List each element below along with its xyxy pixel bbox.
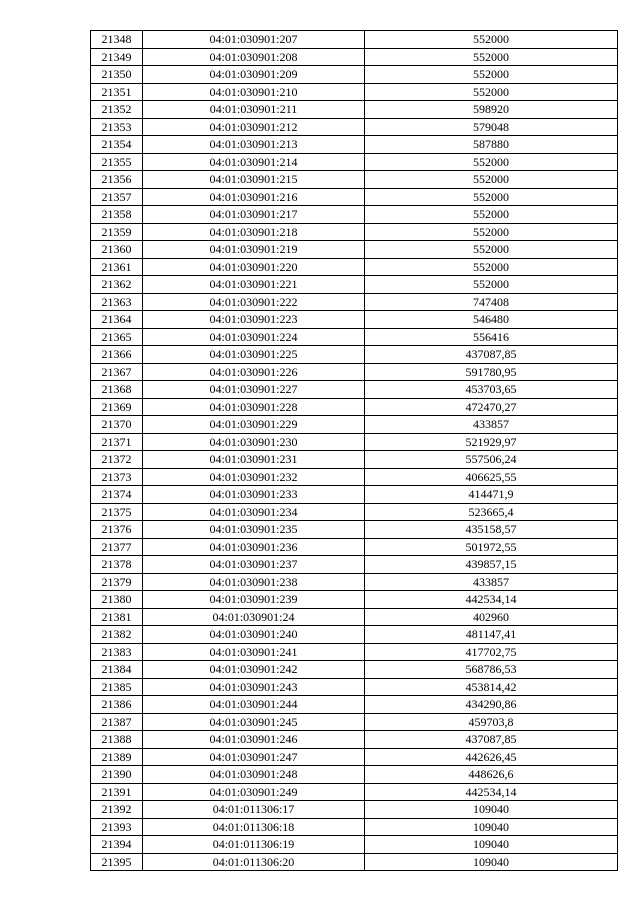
cadastral-number-cell: 04:01:030901:212 <box>143 118 365 136</box>
cadastral-number-cell: 04:01:030901:249 <box>143 783 365 801</box>
row-number-cell: 21390 <box>91 766 143 784</box>
table-row <box>91 661 618 679</box>
table-row <box>91 836 618 854</box>
cadastral-number-cell: 04:01:030901:243 <box>143 678 365 696</box>
table-row <box>91 83 618 101</box>
cadastral-number-cell: 04:01:030901:247 <box>143 748 365 766</box>
cadastral-number-cell: 04:01:030901:240 <box>143 626 365 644</box>
table-row <box>91 258 618 276</box>
row-number-cell: 21348 <box>91 31 143 49</box>
cadastral-number-cell: 04:01:030901:233 <box>143 486 365 504</box>
row-number-cell: 21354 <box>91 136 143 154</box>
cadastral-value-cell: 587880 <box>365 136 618 154</box>
cadastral-value-cell: 598920 <box>365 101 618 119</box>
table-row <box>91 433 618 451</box>
table-row <box>91 643 618 661</box>
table-row <box>91 766 618 784</box>
cadastral-value-cell: 437087,85 <box>365 346 618 364</box>
table-row <box>91 171 618 189</box>
table-row <box>91 398 618 416</box>
cadastral-number-cell: 04:01:030901:236 <box>143 538 365 556</box>
cadastral-number-cell: 04:01:030901:228 <box>143 398 365 416</box>
cadastral-value-cell: 552000 <box>365 83 618 101</box>
row-number-cell: 21350 <box>91 66 143 84</box>
row-number-cell: 21371 <box>91 433 143 451</box>
cadastral-value-cell: 472470,27 <box>365 398 618 416</box>
table-row <box>91 276 618 294</box>
cadastral-number-cell: 04:01:030901:218 <box>143 223 365 241</box>
row-number-cell: 21361 <box>91 258 143 276</box>
cadastral-value-cell: 521929,97 <box>365 433 618 451</box>
cadastral-value-cell: 591780,95 <box>365 363 618 381</box>
table-row <box>91 801 618 819</box>
row-number-cell: 21383 <box>91 643 143 661</box>
cadastral-number-cell: 04:01:030901:248 <box>143 766 365 784</box>
table-row <box>91 556 618 574</box>
cadastral-value-cell: 109040 <box>365 801 618 819</box>
table-row <box>91 468 618 486</box>
cadastral-value-cell: 557506,24 <box>365 451 618 469</box>
row-number-cell: 21367 <box>91 363 143 381</box>
cadastral-number-cell: 04:01:030901:235 <box>143 521 365 539</box>
cadastral-number-cell: 04:01:030901:210 <box>143 83 365 101</box>
cadastral-number-cell: 04:01:011306:19 <box>143 836 365 854</box>
row-number-cell: 21382 <box>91 626 143 644</box>
table-row <box>91 731 618 749</box>
table-row <box>91 486 618 504</box>
row-number-cell: 21356 <box>91 171 143 189</box>
cadastral-number-cell: 04:01:011306:20 <box>143 853 365 871</box>
cadastral-number-cell: 04:01:030901:241 <box>143 643 365 661</box>
table-row <box>91 328 618 346</box>
cadastral-value-cell: 552000 <box>365 48 618 66</box>
cadastral-value-cell: 552000 <box>365 188 618 206</box>
cadastral-value-cell: 406625,55 <box>365 468 618 486</box>
table-row <box>91 311 618 329</box>
cadastral-number-cell: 04:01:030901:213 <box>143 136 365 154</box>
table-row <box>91 363 618 381</box>
cadastral-value-cell: 552000 <box>365 258 618 276</box>
cadastral-value-table <box>90 30 618 871</box>
table-row <box>91 573 618 591</box>
cadastral-value-cell: 435158,57 <box>365 521 618 539</box>
table-row <box>91 696 618 714</box>
row-number-cell: 21362 <box>91 276 143 294</box>
cadastral-number-cell: 04:01:030901:209 <box>143 66 365 84</box>
row-number-cell: 21365 <box>91 328 143 346</box>
cadastral-number-cell: 04:01:030901:239 <box>143 591 365 609</box>
table-row <box>91 188 618 206</box>
cadastral-number-cell: 04:01:030901:222 <box>143 293 365 311</box>
cadastral-number-cell: 04:01:030901:229 <box>143 416 365 434</box>
row-number-cell: 21377 <box>91 538 143 556</box>
cadastral-number-cell: 04:01:030901:234 <box>143 503 365 521</box>
cadastral-number-cell: 04:01:030901:232 <box>143 468 365 486</box>
table-row <box>91 748 618 766</box>
row-number-cell: 21388 <box>91 731 143 749</box>
row-number-cell: 21386 <box>91 696 143 714</box>
table-row <box>91 678 618 696</box>
row-number-cell: 21393 <box>91 818 143 836</box>
table-row <box>91 783 618 801</box>
table-row <box>91 818 618 836</box>
cadastral-number-cell: 04:01:030901:245 <box>143 713 365 731</box>
table-row <box>91 293 618 311</box>
cadastral-value-cell: 433857 <box>365 416 618 434</box>
row-number-cell: 21378 <box>91 556 143 574</box>
cadastral-number-cell: 04:01:030901:215 <box>143 171 365 189</box>
cadastral-value-cell: 552000 <box>365 171 618 189</box>
row-number-cell: 21372 <box>91 451 143 469</box>
cadastral-number-cell: 04:01:030901:237 <box>143 556 365 574</box>
cadastral-number-cell: 04:01:030901:226 <box>143 363 365 381</box>
row-number-cell: 21363 <box>91 293 143 311</box>
cadastral-value-cell: 459703,8 <box>365 713 618 731</box>
row-number-cell: 21374 <box>91 486 143 504</box>
row-number-cell: 21373 <box>91 468 143 486</box>
cadastral-value-cell: 556416 <box>365 328 618 346</box>
cadastral-value-cell: 546480 <box>365 311 618 329</box>
table-row <box>91 521 618 539</box>
cadastral-number-cell: 04:01:030901:227 <box>143 381 365 399</box>
row-number-cell: 21369 <box>91 398 143 416</box>
cadastral-number-cell: 04:01:030901:208 <box>143 48 365 66</box>
table-row <box>91 591 618 609</box>
table-row <box>91 223 618 241</box>
cadastral-number-cell: 04:01:030901:217 <box>143 206 365 224</box>
row-number-cell: 21387 <box>91 713 143 731</box>
cadastral-number-cell: 04:01:030901:211 <box>143 101 365 119</box>
cadastral-number-cell: 04:01:030901:214 <box>143 153 365 171</box>
cadastral-number-cell: 04:01:030901:246 <box>143 731 365 749</box>
cadastral-value-cell: 747408 <box>365 293 618 311</box>
table-row <box>91 713 618 731</box>
cadastral-value-cell: 552000 <box>365 276 618 294</box>
table-row <box>91 416 618 434</box>
table-row <box>91 381 618 399</box>
cadastral-value-cell: 481147,41 <box>365 626 618 644</box>
cadastral-value-cell: 439857,15 <box>365 556 618 574</box>
row-number-cell: 21368 <box>91 381 143 399</box>
table-row <box>91 503 618 521</box>
table-row <box>91 608 618 626</box>
cadastral-value-cell: 442534,14 <box>365 783 618 801</box>
cadastral-value-cell: 568786,53 <box>365 661 618 679</box>
cadastral-number-cell: 04:01:030901:216 <box>143 188 365 206</box>
cadastral-value-cell: 579048 <box>365 118 618 136</box>
cadastral-number-cell: 04:01:030901:24 <box>143 608 365 626</box>
cadastral-value-cell: 453814,42 <box>365 678 618 696</box>
row-number-cell: 21352 <box>91 101 143 119</box>
cadastral-value-cell: 552000 <box>365 31 618 49</box>
row-number-cell: 21364 <box>91 311 143 329</box>
row-number-cell: 21391 <box>91 783 143 801</box>
cadastral-value-cell: 433857 <box>365 573 618 591</box>
table-row <box>91 346 618 364</box>
row-number-cell: 21381 <box>91 608 143 626</box>
cadastral-value-cell: 552000 <box>365 206 618 224</box>
row-number-cell: 21355 <box>91 153 143 171</box>
cadastral-value-cell: 552000 <box>365 223 618 241</box>
row-number-cell: 21360 <box>91 241 143 259</box>
cadastral-value-cell: 437087,85 <box>365 731 618 749</box>
row-number-cell: 21351 <box>91 83 143 101</box>
row-number-cell: 21358 <box>91 206 143 224</box>
cadastral-number-cell: 04:01:011306:18 <box>143 818 365 836</box>
cadastral-value-cell: 552000 <box>365 241 618 259</box>
table-row <box>91 66 618 84</box>
row-number-cell: 21375 <box>91 503 143 521</box>
table-row <box>91 136 618 154</box>
table-row <box>91 101 618 119</box>
cadastral-number-cell: 04:01:030901:238 <box>143 573 365 591</box>
cadastral-value-cell: 109040 <box>365 853 618 871</box>
cadastral-number-cell: 04:01:030901:219 <box>143 241 365 259</box>
table-row <box>91 451 618 469</box>
row-number-cell: 21357 <box>91 188 143 206</box>
table-row <box>91 206 618 224</box>
cadastral-number-cell: 04:01:030901:242 <box>143 661 365 679</box>
table-row <box>91 153 618 171</box>
cadastral-number-cell: 04:01:011306:17 <box>143 801 365 819</box>
cadastral-number-cell: 04:01:030901:220 <box>143 258 365 276</box>
cadastral-value-cell: 109040 <box>365 818 618 836</box>
cadastral-value-cell: 109040 <box>365 836 618 854</box>
cadastral-value-cell: 442626,45 <box>365 748 618 766</box>
cadastral-number-cell: 04:01:030901:225 <box>143 346 365 364</box>
row-number-cell: 21353 <box>91 118 143 136</box>
row-number-cell: 21376 <box>91 521 143 539</box>
table-row <box>91 626 618 644</box>
cadastral-number-cell: 04:01:030901:207 <box>143 31 365 49</box>
row-number-cell: 21392 <box>91 801 143 819</box>
table-body <box>91 31 618 871</box>
cadastral-number-cell: 04:01:030901:231 <box>143 451 365 469</box>
table-row <box>91 48 618 66</box>
cadastral-number-cell: 04:01:030901:223 <box>143 311 365 329</box>
row-number-cell: 21379 <box>91 573 143 591</box>
cadastral-value-cell: 442534,14 <box>365 591 618 609</box>
row-number-cell: 21389 <box>91 748 143 766</box>
table-row <box>91 241 618 259</box>
row-number-cell: 21370 <box>91 416 143 434</box>
cadastral-number-cell: 04:01:030901:224 <box>143 328 365 346</box>
cadastral-value-cell: 434290,86 <box>365 696 618 714</box>
row-number-cell: 21359 <box>91 223 143 241</box>
table-row <box>91 31 618 49</box>
cadastral-value-cell: 448626,6 <box>365 766 618 784</box>
row-number-cell: 21394 <box>91 836 143 854</box>
cadastral-value-cell: 501972,55 <box>365 538 618 556</box>
cadastral-value-cell: 414471,9 <box>365 486 618 504</box>
table-row <box>91 538 618 556</box>
row-number-cell: 21380 <box>91 591 143 609</box>
row-number-cell: 21395 <box>91 853 143 871</box>
cadastral-value-cell: 523665,4 <box>365 503 618 521</box>
cadastral-number-cell: 04:01:030901:244 <box>143 696 365 714</box>
table-row <box>91 118 618 136</box>
row-number-cell: 21385 <box>91 678 143 696</box>
cadastral-number-cell: 04:01:030901:221 <box>143 276 365 294</box>
cadastral-value-cell: 402960 <box>365 608 618 626</box>
row-number-cell: 21366 <box>91 346 143 364</box>
cadastral-value-cell: 552000 <box>365 153 618 171</box>
cadastral-value-cell: 552000 <box>365 66 618 84</box>
cadastral-value-cell: 417702,75 <box>365 643 618 661</box>
cadastral-number-cell: 04:01:030901:230 <box>143 433 365 451</box>
row-number-cell: 21384 <box>91 661 143 679</box>
cadastral-value-cell: 453703,65 <box>365 381 618 399</box>
table-row <box>91 853 618 871</box>
row-number-cell: 21349 <box>91 48 143 66</box>
